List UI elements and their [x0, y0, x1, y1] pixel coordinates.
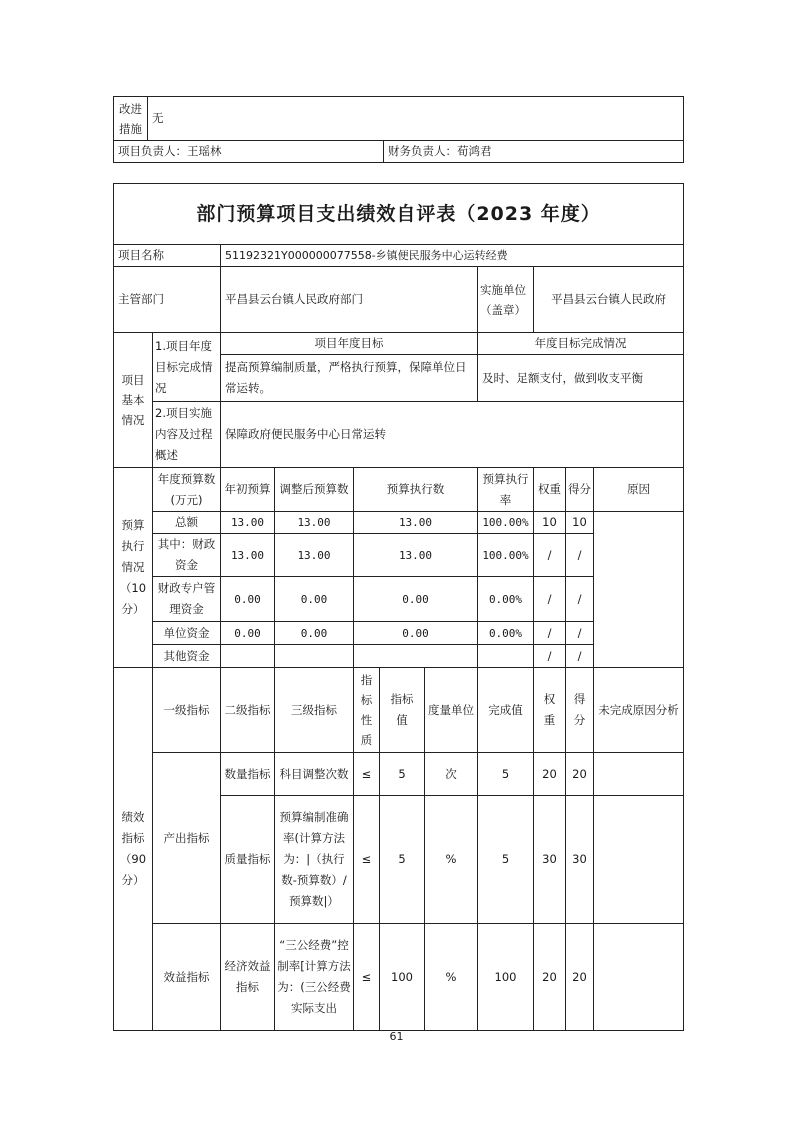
perf-reason: [594, 796, 684, 924]
impl-unit-label: 实施单位（盖章）: [478, 267, 534, 333]
budget-executed: 0.00: [354, 577, 478, 622]
page-title: 部门预算项目支出绩效自评表（2023 年度）: [114, 184, 684, 245]
budget-rate: 0.00%: [478, 577, 534, 622]
perf-reason: [594, 924, 684, 1031]
project-name-label: 项目名称: [114, 245, 221, 267]
perf-weight: 20: [534, 753, 566, 796]
budget-weight: /: [534, 645, 566, 668]
goal-header: 项目年度目标: [221, 333, 478, 355]
perf-level2: 经济效益指标: [221, 924, 275, 1031]
budget-header-initial: 年初预算: [221, 468, 275, 512]
budget-weight: /: [534, 534, 566, 577]
budget-adjusted: 13.00: [275, 534, 354, 577]
perf-nature: ≤: [354, 753, 380, 796]
perf-level3: “三公经费”控制率[计算方法为：(三公经费实际支出: [275, 924, 354, 1031]
budget-header-adjusted: 调整后预算数: [275, 468, 354, 512]
perf-reason: [594, 753, 684, 796]
budget-score: /: [566, 622, 594, 645]
perf-header-level3: 三级指标: [275, 668, 354, 753]
budget-initial: 13.00: [221, 534, 275, 577]
dept-value: 平昌县云台镇人民政府部门: [221, 267, 478, 333]
budget-rate: 100.00%: [478, 534, 534, 577]
budget-adjusted: 0.00: [275, 577, 354, 622]
budget-adjusted: [275, 645, 354, 668]
budget-row: [114, 512, 684, 534]
perf-score: 30: [566, 796, 594, 924]
budget-executed: 13.00: [354, 534, 478, 577]
budget-initial: 0.00: [221, 622, 275, 645]
perf-actual: 5: [478, 796, 534, 924]
page-number: 61: [389, 1030, 404, 1043]
budget-executed: 0.00: [354, 622, 478, 645]
perf-level3: 科目调整次数: [275, 753, 354, 796]
perf-level3: 预算编制准确率(计算方法为：|（执行数-预算数）/预算数|）: [275, 796, 354, 924]
perf-header-value: 指标值: [380, 668, 425, 753]
goal-label: 1.项目年度目标完成情况: [153, 333, 221, 402]
budget-header-annual: 年度预算数(万元): [153, 468, 221, 512]
perf-score: 20: [566, 924, 594, 1031]
budget-header-weight: 权重: [534, 468, 566, 512]
perf-level2: 质量指标: [221, 796, 275, 924]
perf-actual: 100: [478, 924, 534, 1031]
budget-weight: /: [534, 622, 566, 645]
perf-nature: ≤: [354, 924, 380, 1031]
budget-executed: [354, 645, 478, 668]
perf-weight: 20: [534, 924, 566, 1031]
perf-value: 100: [380, 924, 425, 1031]
budget-header-score: 得分: [566, 468, 594, 512]
perf-value: 5: [380, 796, 425, 924]
project-name-value: 51192321Y000000077558-乡镇便民服务中心运转经费: [221, 245, 684, 267]
budget-row-label: 总额: [153, 512, 221, 534]
budget-executed: 13.00: [354, 512, 478, 534]
perf-header-score: 得分: [566, 668, 594, 753]
perf-header-level1: 一级指标: [153, 668, 221, 753]
budget-row-label: 其中：财政资金: [153, 534, 221, 577]
perf-header-nature: 指标性质: [354, 668, 380, 753]
finance-lead: 财务负责人：荀鸿君: [384, 141, 684, 163]
perf-header-weight: 权重: [534, 668, 566, 753]
perf-header-reason: 未完成原因分析: [594, 668, 684, 753]
perf-value: 5: [380, 753, 425, 796]
budget-row-label: 其他资金: [153, 645, 221, 668]
perf-level2: 数量指标: [221, 753, 275, 796]
perf-header-level2: 二级指标: [221, 668, 275, 753]
budget-row-label: 财政专户管理资金: [153, 577, 221, 622]
budget-adjusted: 0.00: [275, 622, 354, 645]
basic-section-label: 项目基本情况: [114, 333, 153, 468]
budget-score: /: [566, 534, 594, 577]
perf-row: [114, 753, 684, 796]
budget-score: /: [566, 577, 594, 622]
budget-initial: 13.00: [221, 512, 275, 534]
completion-header: 年度目标完成情况: [478, 333, 684, 355]
perf-header-actual: 完成值: [478, 668, 534, 753]
improvement-label: 改进措施: [114, 97, 148, 141]
budget-section-label: 预算执行情况（10分）: [114, 468, 153, 668]
impl-unit-value: 平昌县云台镇人民政府: [534, 267, 684, 333]
budget-header-executed: 预算执行数: [354, 468, 478, 512]
budget-rate: 100.00%: [478, 512, 534, 534]
budget-weight: /: [534, 577, 566, 622]
budget-adjusted: 13.00: [275, 512, 354, 534]
perf-unit: %: [425, 924, 478, 1031]
perf-row: [114, 924, 684, 1031]
budget-reason: [594, 512, 684, 668]
project-lead: 项目负责人：王瑶林: [114, 141, 384, 163]
performance-section-label: 绩效指标（90分）: [114, 668, 153, 1031]
perf-actual: 5: [478, 753, 534, 796]
perf-header-unit: 度量单位: [425, 668, 478, 753]
budget-initial: 0.00: [221, 577, 275, 622]
perf-score: 20: [566, 753, 594, 796]
budget-row-label: 单位资金: [153, 622, 221, 645]
perf-level1: 产出指标: [153, 753, 221, 924]
budget-header-rate: 预算执行率: [478, 468, 534, 512]
perf-level1: 效益指标: [153, 924, 221, 1031]
completion-value: 及时、足额支付，做到收支平衡: [478, 355, 684, 402]
improvement-value: 无: [148, 97, 684, 141]
perf-unit: %: [425, 796, 478, 924]
budget-initial: [221, 645, 275, 668]
content-value: 保障政府便民服务中心日常运转: [221, 402, 684, 468]
budget-header-reason: 原因: [594, 468, 684, 512]
perf-nature: ≤: [354, 796, 380, 924]
budget-rate: 0.00%: [478, 622, 534, 645]
goal-value: 提高预算编制质量，严格执行预算，保障单位日常运转。: [221, 355, 478, 402]
content-label: 2.项目实施内容及过程概述: [153, 402, 221, 468]
perf-weight: 30: [534, 796, 566, 924]
budget-weight: 10: [534, 512, 566, 534]
dept-label: 主管部门: [114, 267, 221, 333]
evaluation-table: [113, 183, 684, 1031]
budget-rate: [478, 645, 534, 668]
improvement-table: [113, 96, 684, 163]
budget-score: /: [566, 645, 594, 668]
budget-score: 10: [566, 512, 594, 534]
perf-unit: 次: [425, 753, 478, 796]
